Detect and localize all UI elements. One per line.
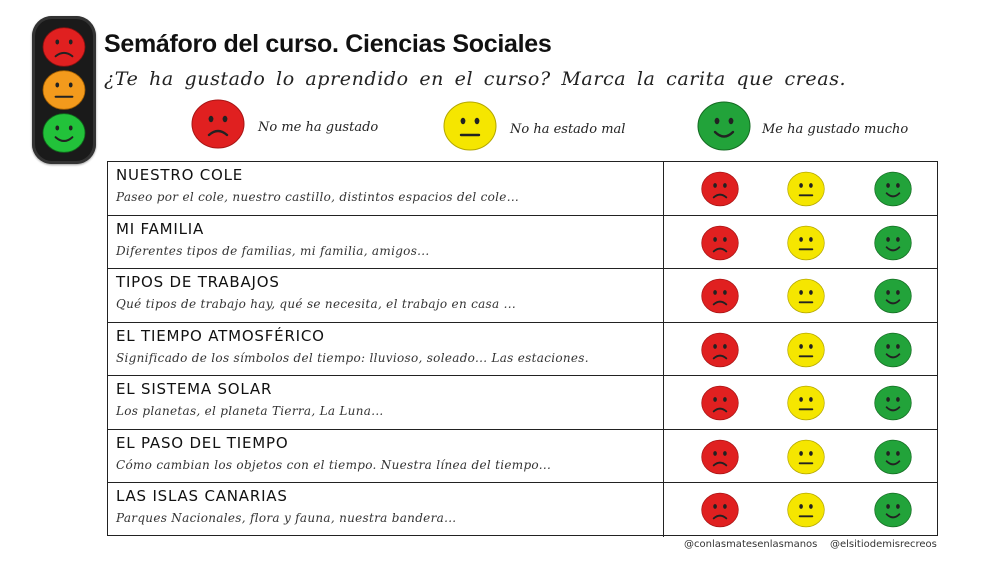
topic-description: Diferentes tipos de familias, mi familia, amigos... — [116, 243, 430, 258]
topics-table — [107, 161, 938, 536]
happy-face-icon[interactable] — [874, 385, 912, 421]
topic-cell — [108, 376, 664, 429]
table-row — [108, 269, 937, 323]
legend-label-happy: Me ha gustado mucho — [762, 122, 909, 137]
table-row — [108, 483, 937, 537]
neutral-face-icon[interactable] — [787, 492, 825, 528]
neutral-face-icon[interactable] — [787, 439, 825, 475]
sad-face-icon[interactable] — [701, 332, 739, 368]
credit-handle-left: @conlasmatesenlasmanos — [684, 539, 818, 550]
topic-description: Paseo por el cole, nuestro castillo, distintos espacios del cole... — [116, 190, 520, 204]
happy-face-icon[interactable] — [874, 439, 912, 475]
sad-face-icon[interactable] — [701, 385, 739, 421]
sad-face-icon — [191, 99, 245, 149]
sad-face-icon[interactable] — [701, 278, 739, 314]
happy-face-icon — [41, 112, 87, 154]
table-row — [108, 216, 937, 270]
neutral-face-icon[interactable] — [787, 332, 825, 368]
table-row — [108, 376, 937, 430]
topic-description: Cómo cambian los objetos con el tiempo. Nuestra línea del tiempo... — [116, 457, 552, 472]
table-row — [108, 430, 937, 484]
sad-face-icon — [41, 26, 87, 68]
topic-title: NUESTRO COLE — [116, 166, 244, 184]
traffic-light-icon — [32, 16, 96, 164]
credit-handle-right: @elsitiodemisrecreos — [830, 539, 937, 550]
sad-face-icon[interactable] — [701, 225, 739, 261]
topic-title: EL PASO DEL TIEMPO — [116, 433, 289, 452]
neutral-face-icon[interactable] — [787, 225, 825, 261]
table-row — [108, 162, 937, 216]
topic-title: TIPOS DE TRABAJOS — [116, 273, 280, 291]
topic-title: LAS ISLAS CANARIAS — [116, 487, 288, 505]
topic-title: MI FAMILIA — [116, 219, 205, 238]
happy-face-icon[interactable] — [874, 278, 912, 314]
happy-face-icon[interactable] — [874, 171, 912, 207]
neutral-face-icon — [41, 69, 87, 111]
topic-cell — [108, 430, 664, 483]
happy-face-icon[interactable] — [874, 225, 912, 261]
happy-face-icon[interactable] — [874, 332, 912, 368]
topic-cell — [108, 162, 664, 215]
topic-cell — [108, 216, 664, 269]
topic-description: Significado de los símbolos del tiempo: lluvioso, soleado... Las estaciones. — [116, 350, 589, 365]
sad-face-icon[interactable] — [701, 439, 739, 475]
neutral-face-icon[interactable] — [787, 385, 825, 421]
sad-face-icon[interactable] — [701, 492, 739, 528]
topic-description: Parques Nacionales, flora y fauna, nuestra bandera... — [116, 511, 457, 525]
page-subtitle: ¿Te ha gustado lo aprendido en el curso? Marca la carita que creas. — [104, 68, 847, 90]
topic-title: EL TIEMPO ATMOSFÉRICO — [116, 326, 325, 345]
topic-title: EL SISTEMA SOLAR — [116, 380, 273, 398]
topic-cell — [108, 269, 664, 322]
table-row — [108, 323, 937, 377]
topic-description: Los planetas, el planeta Tierra, La Luna... — [116, 404, 384, 418]
happy-face-icon — [697, 101, 751, 151]
legend-label-neutral: No ha estado mal — [510, 122, 626, 137]
topic-description: Qué tipos de trabajo hay, qué se necesita, el trabajo en casa ... — [116, 297, 516, 311]
neutral-face-icon[interactable] — [787, 171, 825, 207]
page-title: Semáforo del curso. Ciencias Sociales — [104, 30, 552, 58]
sad-face-icon[interactable] — [701, 171, 739, 207]
legend-label-sad: No me ha gustado — [258, 120, 379, 135]
neutral-face-icon[interactable] — [787, 278, 825, 314]
topic-cell — [108, 323, 664, 376]
happy-face-icon[interactable] — [874, 492, 912, 528]
topic-cell — [108, 483, 664, 537]
neutral-face-icon — [443, 101, 497, 151]
